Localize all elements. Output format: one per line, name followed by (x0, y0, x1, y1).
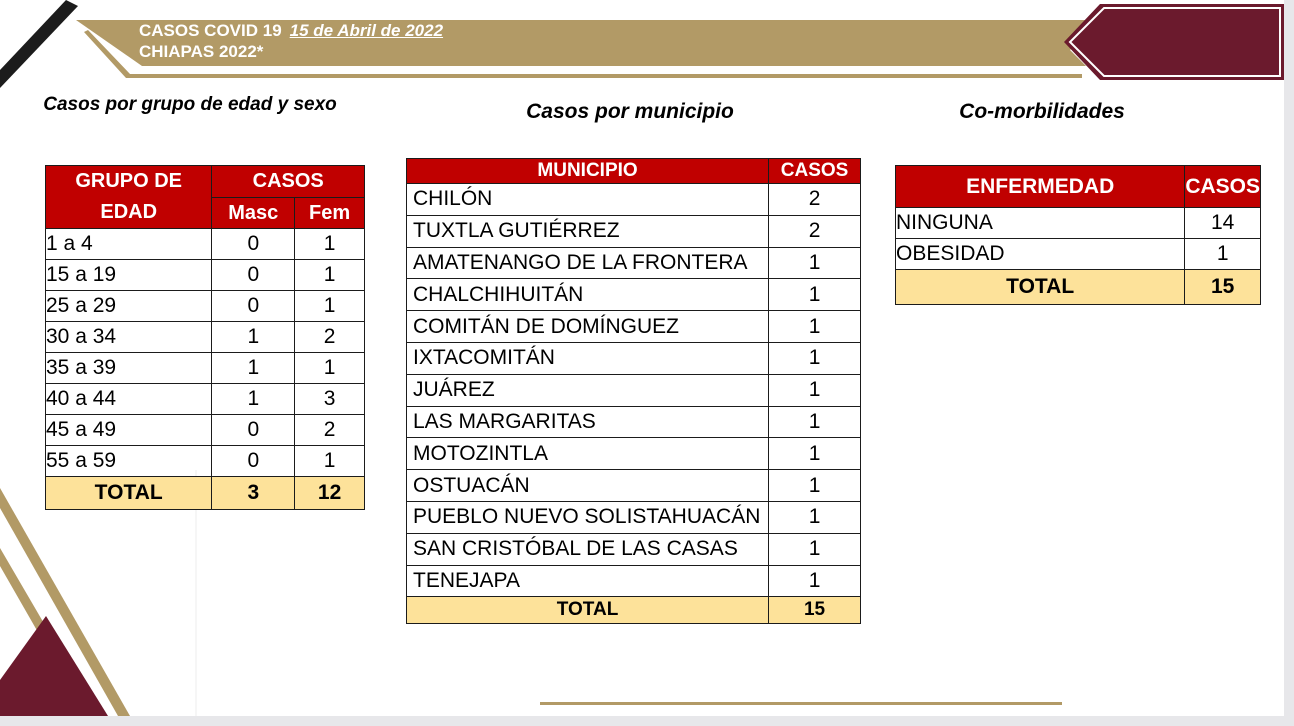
footer-gold-line (540, 702, 1062, 705)
municipio-name: CHALCHIHUITÁN (407, 279, 769, 311)
edad-fem: 2 (295, 322, 365, 353)
edad-masc: 0 (212, 260, 295, 291)
table-row (407, 438, 861, 470)
header-date: 15 de Abril de 2022 (289, 21, 444, 40)
edad-masc: 1 (212, 353, 295, 384)
municipio-casos: 1 (769, 406, 861, 438)
table-row (46, 353, 365, 384)
edad-total-label: TOTAL (46, 477, 212, 510)
edad-fem: 2 (295, 415, 365, 446)
table-row (896, 208, 1261, 239)
municipio-total-casos: 15 (769, 597, 861, 624)
table-row (46, 322, 365, 353)
edad-masc: 0 (212, 291, 295, 322)
table-row (407, 406, 861, 438)
comorbilidades-casos-header: CASOS (1185, 166, 1261, 208)
edad-fem: 1 (295, 260, 365, 291)
edad-grupo: 35 a 39 (46, 353, 212, 384)
table-row (46, 415, 365, 446)
edad-masc: 0 (212, 446, 295, 477)
municipio-name: CHILÓN (407, 184, 769, 216)
municipio-casos: 1 (769, 438, 861, 470)
window-bottom-edge (0, 716, 1294, 726)
total-row (896, 270, 1261, 305)
edad-masc: 1 (212, 384, 295, 415)
municipio-section-title: Casos por municipio (526, 100, 734, 123)
table-row (407, 501, 861, 533)
enfermedad-header: ENFERMEDAD (896, 166, 1185, 208)
table-row (407, 311, 861, 343)
municipio-total-label: TOTAL (407, 597, 769, 624)
municipio-casos-header: CASOS (769, 159, 861, 184)
municipio-name: COMITÁN DE DOMÍNGUEZ (407, 311, 769, 343)
municipio-casos: 1 (769, 501, 861, 533)
municipio-casos: 1 (769, 470, 861, 502)
edad-header-masc: Masc (212, 198, 295, 229)
table-row (46, 446, 365, 477)
edad-masc: 0 (212, 229, 295, 260)
table-row (407, 342, 861, 374)
municipio-name: TENEJAPA (407, 565, 769, 597)
total-row (46, 477, 365, 510)
table-row (46, 384, 365, 415)
municipio-casos: 1 (769, 342, 861, 374)
municipio-casos: 1 (769, 565, 861, 597)
municipio-casos: 1 (769, 247, 861, 279)
table-row (407, 565, 861, 597)
municipio-name: SAN CRISTÓBAL DE LAS CASAS (407, 533, 769, 565)
edad-header-group: GRUPO DE EDAD (46, 166, 212, 229)
enfermedad-casos: 14 (1185, 208, 1261, 239)
table-row (46, 260, 365, 291)
table-row (407, 533, 861, 565)
table-row (46, 229, 365, 260)
table-row (46, 291, 365, 322)
municipio-name: OSTUACÁN (407, 470, 769, 502)
edad-header-casos: CASOS (212, 166, 365, 198)
edad-header-fem: Fem (295, 198, 365, 229)
edad-grupo: 15 a 19 (46, 260, 212, 291)
table-row (896, 239, 1261, 270)
edad-total-fem: 12 (295, 477, 365, 510)
table-row (407, 184, 861, 216)
municipio-casos: 1 (769, 374, 861, 406)
comorbilidades-total-casos: 15 (1185, 270, 1261, 305)
edad-fem: 3 (295, 384, 365, 415)
municipio-name: IXTACOMITÁN (407, 342, 769, 374)
municipio-name: TUXTLA GUTIÉRREZ (407, 215, 769, 247)
edad-table (45, 165, 365, 510)
municipio-casos: 2 (769, 184, 861, 216)
comorbilidades-total-label: TOTAL (896, 270, 1185, 305)
municipio-name: MOTOZINTLA (407, 438, 769, 470)
edad-fem: 1 (295, 229, 365, 260)
table-row (407, 470, 861, 502)
header-title-prefix: CASOS COVID 19 (139, 21, 282, 40)
municipio-name: LAS MARGARITAS (407, 406, 769, 438)
table-row (407, 374, 861, 406)
edad-grupo: 55 a 59 (46, 446, 212, 477)
municipio-header: MUNICIPIO (407, 159, 769, 184)
table-row (407, 215, 861, 247)
enfermedad-name: NINGUNA (896, 208, 1185, 239)
municipio-casos: 2 (769, 215, 861, 247)
municipio-name: AMATENANGO DE LA FRONTERA (407, 247, 769, 279)
comorbilidades-table (895, 165, 1261, 305)
edad-total-masc: 3 (212, 477, 295, 510)
enfermedad-casos: 1 (1185, 239, 1261, 270)
edad-section-title: Casos por grupo de edad y sexo (43, 94, 337, 115)
municipio-casos: 1 (769, 279, 861, 311)
edad-fem: 1 (295, 353, 365, 384)
edad-fem: 1 (295, 446, 365, 477)
edad-grupo: 25 a 29 (46, 291, 212, 322)
table-row (407, 279, 861, 311)
edad-grupo: 30 a 34 (46, 322, 212, 353)
municipio-casos: 1 (769, 533, 861, 565)
corner-black-stripe (0, 0, 78, 88)
header-title (139, 20, 443, 62)
municipio-name: JUÁREZ (407, 374, 769, 406)
table-row (407, 247, 861, 279)
edad-grupo: 45 a 49 (46, 415, 212, 446)
edad-fem: 1 (295, 291, 365, 322)
edad-masc: 0 (212, 415, 295, 446)
municipio-table (406, 158, 861, 624)
total-row (407, 597, 861, 624)
window-right-edge (1284, 0, 1294, 726)
comorbilidades-section-title: Co-morbilidades (959, 100, 1125, 123)
edad-grupo: 40 a 44 (46, 384, 212, 415)
edad-grupo: 1 a 4 (46, 229, 212, 260)
header-subtitle: CHIAPAS 2022* (139, 42, 264, 61)
municipio-name: PUEBLO NUEVO SOLISTAHUACÁN (407, 501, 769, 533)
edad-masc: 1 (212, 322, 295, 353)
enfermedad-name: OBESIDAD (896, 239, 1185, 270)
municipio-casos: 1 (769, 311, 861, 343)
